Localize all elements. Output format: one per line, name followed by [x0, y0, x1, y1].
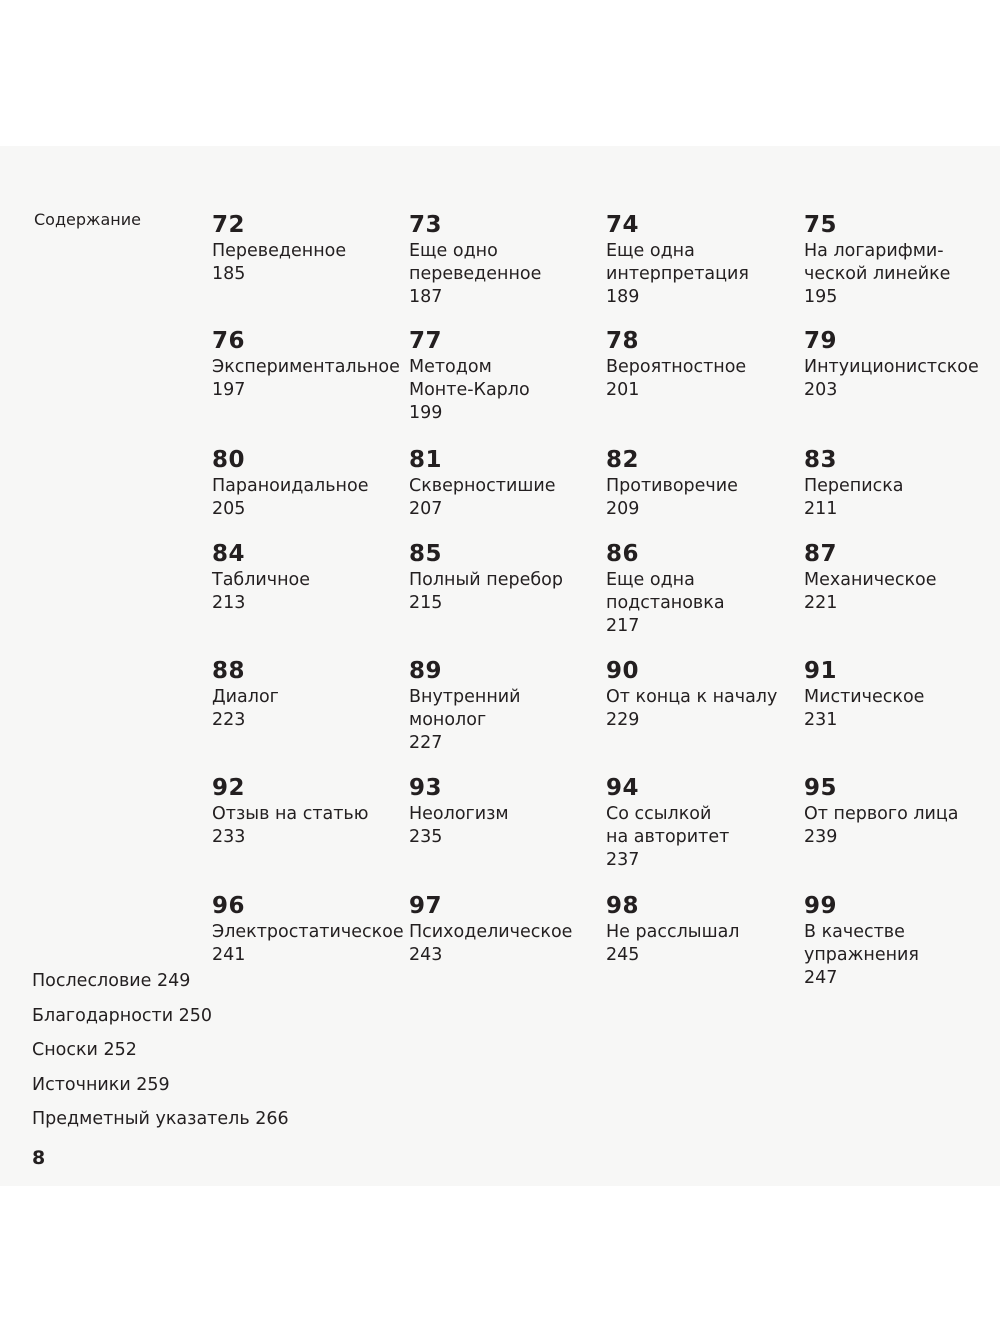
entry-page: 235 — [409, 827, 443, 847]
toc-entry — [212, 658, 402, 732]
toc-entry — [212, 447, 402, 521]
toc-entry — [212, 541, 402, 615]
entry-number: 86 — [606, 541, 640, 567]
toc-entry — [409, 893, 599, 967]
entry-number: 97 — [409, 893, 443, 919]
entry-page: 213 — [212, 593, 246, 613]
entry-page: 211 — [804, 499, 838, 519]
toc-entry — [606, 893, 796, 967]
entry-title: Механическое — [804, 570, 937, 590]
toc-entry — [212, 328, 402, 402]
toc-entry — [606, 658, 796, 732]
entry-title: Еще одна подстановка — [606, 570, 725, 613]
entry-number: 79 — [804, 328, 838, 354]
toc-entry — [212, 893, 402, 967]
entry-number: 87 — [804, 541, 838, 567]
toc-entry — [804, 212, 994, 309]
entry-title: Диалог — [212, 687, 279, 707]
toc-entry — [212, 212, 402, 286]
toc-entry — [804, 541, 994, 615]
entry-number: 95 — [804, 775, 838, 801]
entry-number: 82 — [606, 447, 640, 473]
entry-page: 201 — [606, 380, 640, 400]
page-number: 8 — [32, 1147, 46, 1169]
entry-number: 74 — [606, 212, 640, 238]
entry-title: Переведенное — [212, 241, 347, 261]
toc-entry — [409, 775, 599, 849]
entry-title: Противоречие — [606, 476, 738, 496]
entry-number: 98 — [606, 893, 640, 919]
entry-title: В качестве упражнения — [804, 922, 919, 965]
entry-title: Отзыв на статью — [212, 804, 369, 824]
entry-title: Экспериментальное — [212, 357, 400, 377]
entry-page: 209 — [606, 499, 640, 519]
entry-title: Методом Монте-Карло — [409, 357, 530, 400]
toc-entry — [606, 775, 796, 872]
entry-page: 239 — [804, 827, 838, 847]
entry-number: 85 — [409, 541, 443, 567]
toc-entry — [606, 328, 796, 402]
entry-title: Табличное — [212, 570, 311, 590]
entry-title: Скверностишие — [409, 476, 556, 496]
entry-title: Не расслышал — [606, 922, 740, 942]
entry-number: 91 — [804, 658, 838, 684]
entry-number: 94 — [606, 775, 640, 801]
entry-title: Внутренний монолог — [409, 687, 521, 730]
toc-entry — [804, 893, 994, 990]
entry-number: 96 — [212, 893, 246, 919]
entry-page: 187 — [409, 287, 443, 307]
toc-entry — [804, 328, 994, 402]
entry-number: 88 — [212, 658, 246, 684]
entry-page: 221 — [804, 593, 838, 613]
toc-entry — [606, 447, 796, 521]
entry-page: 185 — [212, 264, 246, 284]
entry-title: Психоделическое — [409, 922, 573, 942]
toc-entry — [409, 328, 599, 425]
entry-number: 83 — [804, 447, 838, 473]
entry-page: 189 — [606, 287, 640, 307]
entry-number: 78 — [606, 328, 640, 354]
toc-entry — [409, 541, 599, 615]
entry-page: 203 — [804, 380, 838, 400]
entry-title: Мистическое — [804, 687, 925, 707]
entry-page: 237 — [606, 850, 640, 870]
entry-title: Электростатическое — [212, 922, 404, 942]
entry-title: Переписка — [804, 476, 904, 496]
entry-title: Вероятностное — [606, 357, 747, 377]
entry-number: 92 — [212, 775, 246, 801]
entry-title: Со ссылкой на авторитет — [606, 804, 730, 847]
entry-page: 241 — [212, 945, 246, 965]
toc-entry — [804, 658, 994, 732]
entry-page: 215 — [409, 593, 443, 613]
toc-entry — [606, 212, 796, 309]
entry-title: Неологизм — [409, 804, 509, 824]
entry-page: 205 — [212, 499, 246, 519]
entry-page: 231 — [804, 710, 838, 730]
back-matter-item: Сноски 252 — [32, 1040, 137, 1060]
entry-number: 93 — [409, 775, 443, 801]
entry-title: Еще одна интерпретация — [606, 241, 749, 284]
entry-number: 90 — [606, 658, 640, 684]
entry-number: 75 — [804, 212, 838, 238]
entry-number: 81 — [409, 447, 443, 473]
entry-page: 229 — [606, 710, 640, 730]
entry-number: 77 — [409, 328, 443, 354]
entry-title: Еще одно переведенное — [409, 241, 542, 284]
toc-entry — [804, 447, 994, 521]
section-label: Содержание — [34, 210, 141, 229]
entry-title: Интуиционистское — [804, 357, 979, 377]
entry-page: 207 — [409, 499, 443, 519]
toc-entry — [409, 212, 599, 309]
entry-page: 227 — [409, 733, 443, 753]
entry-title: Параноидальное — [212, 476, 369, 496]
entry-page: 247 — [804, 968, 838, 988]
entry-number: 80 — [212, 447, 246, 473]
back-matter-item: Благодарности 250 — [32, 1005, 213, 1026]
entry-page: 217 — [606, 616, 640, 636]
entry-number: 76 — [212, 328, 246, 354]
toc-entry — [804, 775, 994, 849]
entry-number: 99 — [804, 893, 838, 919]
entry-page: 195 — [804, 287, 838, 307]
entry-number: 84 — [212, 541, 246, 567]
entry-title: Полный перебор — [409, 570, 563, 590]
back-matter-item: Предметный указатель 266 — [32, 1109, 289, 1129]
back-matter-list — [32, 969, 289, 1142]
toc-entry — [409, 447, 599, 521]
entry-page: 245 — [606, 945, 640, 965]
entry-number: 72 — [212, 212, 246, 238]
back-matter-item: Послесловие 249 — [32, 971, 191, 991]
entry-page: 233 — [212, 827, 246, 847]
entry-number: 89 — [409, 658, 443, 684]
entry-page: 243 — [409, 945, 443, 965]
entry-page: 197 — [212, 380, 246, 400]
entry-number: 73 — [409, 212, 443, 238]
entry-page: 199 — [409, 403, 443, 423]
entry-title: От конца к началу — [606, 687, 778, 707]
toc-entry — [606, 541, 796, 638]
toc-entry — [212, 775, 402, 849]
entry-page: 223 — [212, 710, 246, 730]
toc-entry — [409, 658, 599, 755]
entry-title: От первого лица — [804, 804, 959, 824]
back-matter-item: Источники 259 — [32, 1074, 170, 1095]
entry-title: На логарифми- ческой линейке — [804, 241, 951, 284]
